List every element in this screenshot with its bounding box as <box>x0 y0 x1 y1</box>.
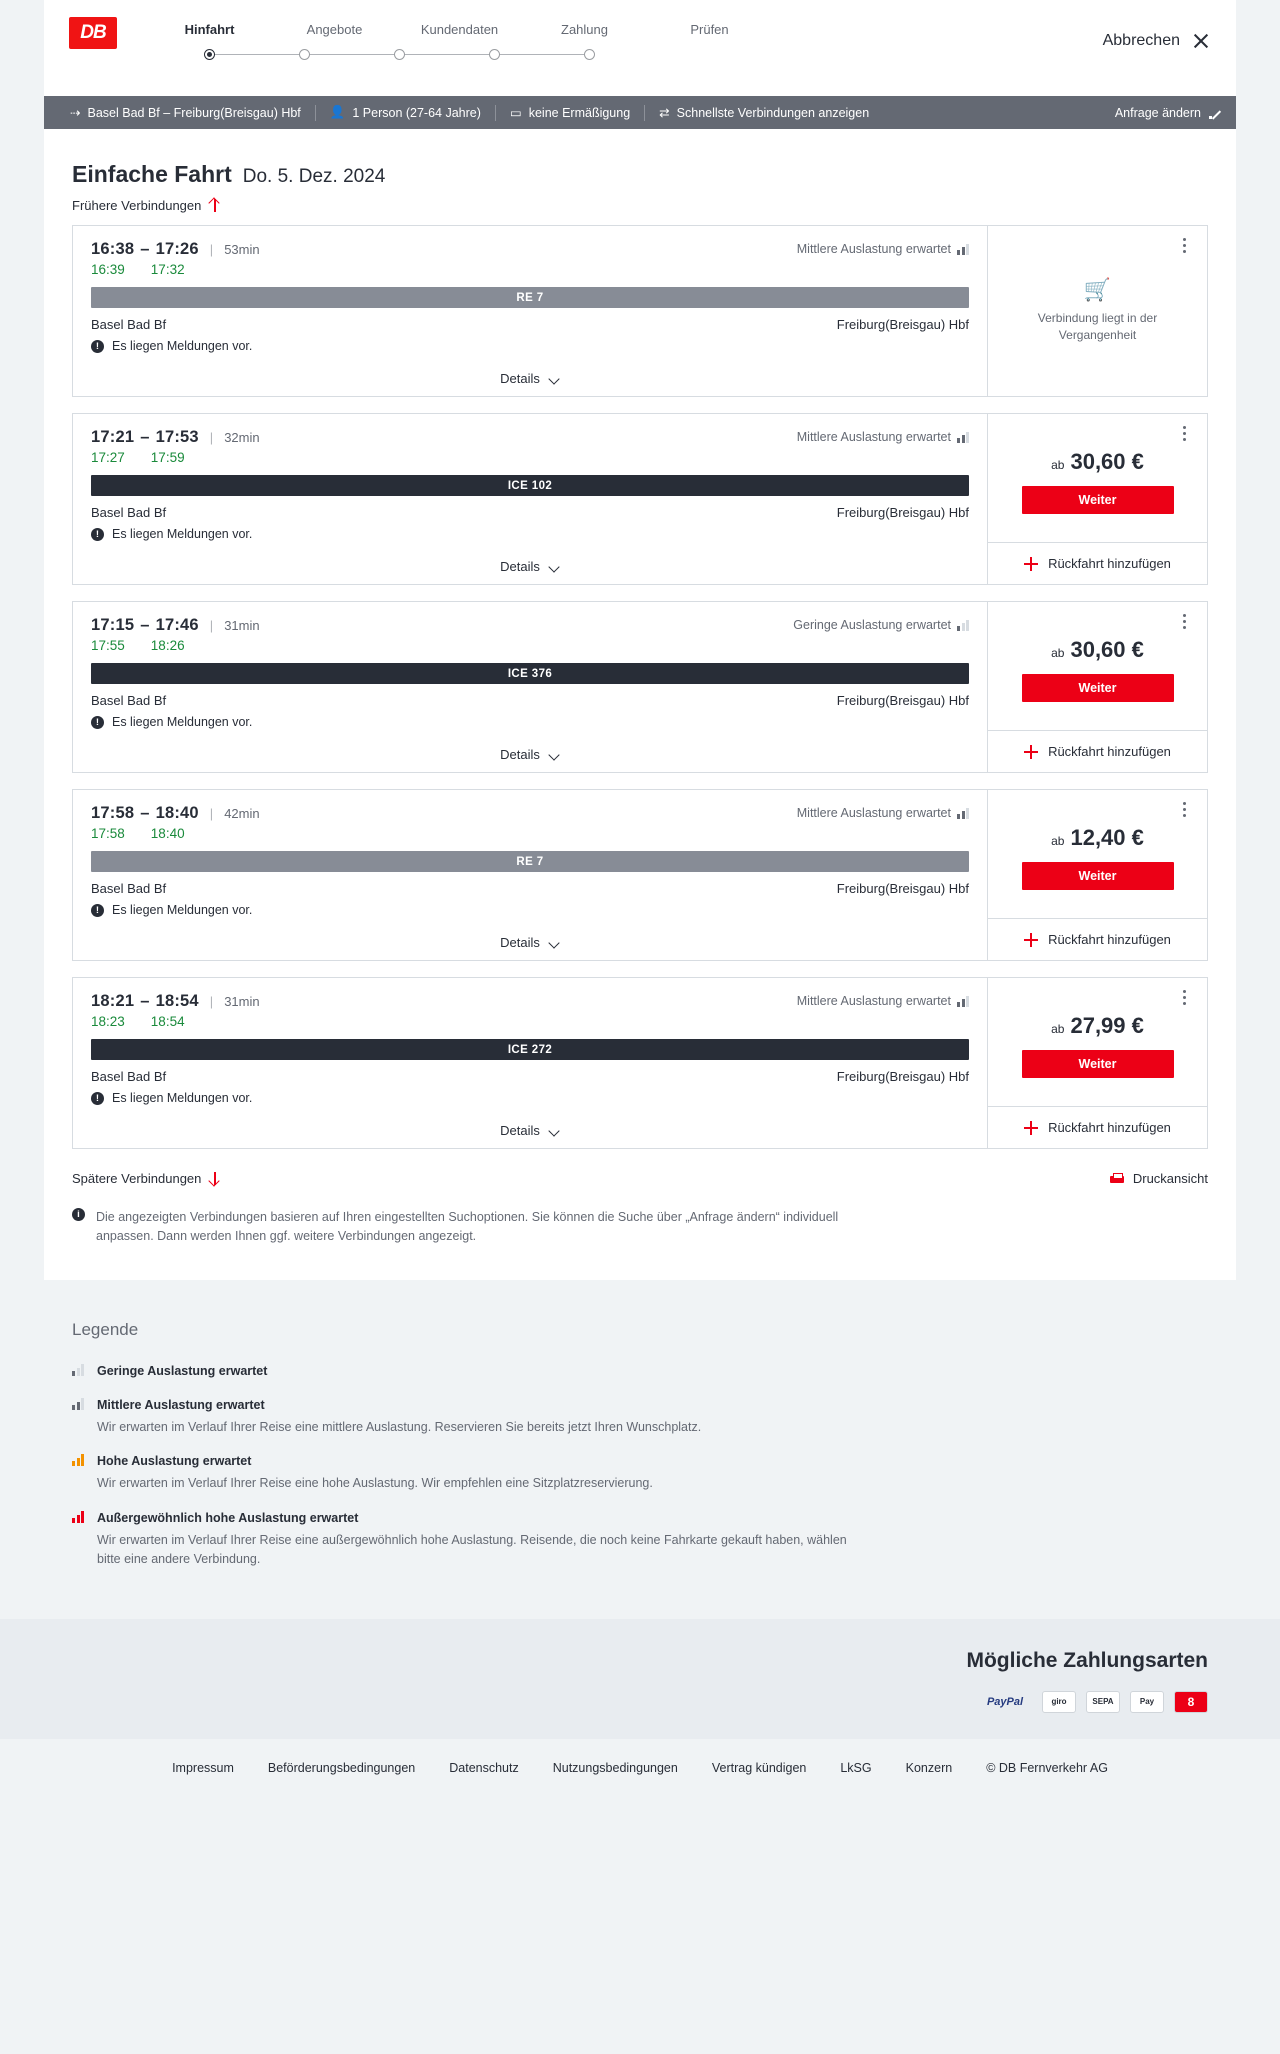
product-label: ICE 376 <box>507 667 553 680</box>
occupancy-label: Mittlere Auslastung erwartet <box>796 430 951 444</box>
giropay-icon: giro <box>1042 1691 1076 1713</box>
departure-time: 16:38 <box>91 240 135 258</box>
realtime-arrival: 18:26 <box>150 638 185 653</box>
occupancy-label: Mittlere Auslastung erwartet <box>796 994 951 1008</box>
step-label-5[interactable]: Prüfen <box>690 22 729 37</box>
later-connections-label: Spätere Verbindungen <box>72 1171 202 1186</box>
disruption-notice-text: Es liegen Meldungen vor. <box>112 715 253 729</box>
details-label: Details <box>500 1123 540 1138</box>
price-value: 27,99 € <box>1070 1012 1144 1038</box>
info-icon: ! <box>91 528 104 541</box>
destination-station: Freiburg(Breisgau) Hbf <box>836 1069 969 1084</box>
more-options-button[interactable] <box>1175 802 1193 822</box>
occupancy-indicator <box>797 242 969 256</box>
time-dash: – <box>140 428 150 446</box>
footer-link[interactable]: Konzern <box>905 1760 953 1775</box>
connection-card <box>72 413 1208 585</box>
plus-icon <box>1024 745 1038 759</box>
details-toggle[interactable] <box>91 1115 969 1148</box>
step-dot-2[interactable] <box>299 49 310 60</box>
legend-item-title: Außergewöhnlich hohe Auslastung erwartet <box>97 1511 359 1525</box>
creditcard-icon: 8 <box>1174 1691 1208 1713</box>
time-dash: – <box>140 616 150 634</box>
arrival-time: 17:26 <box>155 240 199 258</box>
change-request-button[interactable] <box>1115 106 1222 120</box>
print-view-label: Druckansicht <box>1132 1171 1208 1186</box>
add-return-label: Rückfahrt hinzufügen <box>1048 556 1171 571</box>
time-dash: – <box>140 240 150 258</box>
disruption-notice[interactable] <box>91 715 969 729</box>
product-bar[interactable] <box>91 851 969 872</box>
add-return-button[interactable] <box>988 542 1207 584</box>
info-icon: i <box>72 1208 85 1221</box>
disruption-notice[interactable] <box>91 903 969 917</box>
summary-route[interactable] <box>56 105 315 120</box>
realtime-departure: 16:39 <box>91 262 125 277</box>
realtime-times <box>91 450 969 465</box>
realtime-departure: 17:58 <box>91 826 125 841</box>
disruption-notice-text: Es liegen Meldungen vor. <box>112 903 253 917</box>
occupancy-icon <box>957 996 969 1007</box>
add-return-button[interactable] <box>988 918 1207 960</box>
occupancy-indicator <box>793 618 969 632</box>
footer-copyright: © DB Fernverkehr AG <box>986 1760 1108 1775</box>
continue-button[interactable]: Weiter <box>1022 1050 1174 1078</box>
stations-row <box>91 693 969 708</box>
details-toggle[interactable] <box>91 739 969 772</box>
occupancy-icon <box>72 1398 84 1410</box>
db-logo: DB <box>69 17 117 49</box>
realtime-departure: 17:27 <box>91 450 125 465</box>
time-dash: – <box>140 804 150 822</box>
connection-offer <box>987 602 1207 772</box>
legend-item-title: Mittlere Auslastung erwartet <box>97 1397 265 1412</box>
cart-icon: 🛒 <box>1083 277 1112 303</box>
connection-offer <box>987 414 1207 584</box>
summary-option-label: Schnellste Verbindungen anzeigen <box>676 105 870 120</box>
info-icon: ! <box>91 904 104 917</box>
departure-time: 17:21 <box>91 428 135 446</box>
info-icon: ! <box>91 716 104 729</box>
disruption-notice[interactable] <box>91 1091 969 1105</box>
realtime-departure: 18:23 <box>91 1014 125 1029</box>
occupancy-icon <box>72 1454 84 1466</box>
duration: 42min <box>224 806 260 821</box>
arrival-time: 18:40 <box>155 804 199 822</box>
product-bar[interactable] <box>91 287 969 308</box>
page-title: Einfache Fahrt <box>72 161 232 187</box>
close-icon <box>1192 32 1210 50</box>
disruption-notice-text: Es liegen Meldungen vor. <box>112 527 253 541</box>
details-label: Details <box>500 935 540 950</box>
occupancy-label: Mittlere Auslastung erwartet <box>796 242 951 256</box>
cancel-button[interactable] <box>1103 32 1210 50</box>
page-date: Do. 5. Dez. 2024 <box>242 166 386 187</box>
realtime-times <box>91 638 969 653</box>
add-return-label: Rückfahrt hinzufügen <box>1048 1120 1171 1135</box>
route-arrow-icon: ⇢ <box>70 106 81 120</box>
later-print-row <box>44 1165 1236 1186</box>
occupancy-label: Mittlere Auslastung erwartet <box>796 806 951 820</box>
more-options-button[interactable] <box>1175 990 1193 1010</box>
chevron-down-icon <box>549 751 560 758</box>
departure-time: 17:58 <box>91 804 135 822</box>
arrival-time: 17:46 <box>155 616 199 634</box>
duration: 32min <box>224 430 260 445</box>
legend-item <box>72 1362 1208 1380</box>
realtime-arrival: 17:32 <box>150 262 185 277</box>
progress-stepper <box>147 22 772 65</box>
origin-station: Basel Bad Bf <box>91 693 167 708</box>
summary-discount[interactable] <box>496 105 644 120</box>
occupancy-label: Geringe Auslastung erwartet <box>793 618 951 632</box>
disruption-notice[interactable] <box>91 339 969 353</box>
duration: 31min <box>224 994 260 1009</box>
departure-time: 17:15 <box>91 616 135 634</box>
stations-row <box>91 1069 969 1084</box>
legend-item <box>72 1509 1208 1569</box>
connection-card <box>72 225 1208 397</box>
header <box>44 0 1236 96</box>
legend-title: Legende <box>72 1319 139 1339</box>
product-label: RE 7 <box>516 855 544 868</box>
arrival-time: 18:54 <box>155 992 199 1010</box>
later-connections-button[interactable] <box>72 1171 221 1186</box>
origin-station: Basel Bad Bf <box>91 317 167 332</box>
realtime-arrival: 17:59 <box>150 450 185 465</box>
origin-station: Basel Bad Bf <box>91 505 167 520</box>
more-options-button[interactable] <box>1175 426 1193 446</box>
step-label-2[interactable]: Angebote <box>306 22 363 37</box>
connection-details <box>73 414 987 584</box>
add-return-button[interactable] <box>988 730 1207 772</box>
add-return-label: Rückfahrt hinzufügen <box>1048 932 1171 947</box>
price-value: 12,40 € <box>1070 824 1144 850</box>
cancel-label: Abbrechen <box>1102 32 1180 49</box>
details-toggle[interactable] <box>91 927 969 960</box>
divider: | <box>209 242 214 257</box>
footer-link[interactable]: Beförderungsbedingungen <box>267 1760 416 1775</box>
legend-item-title: Hohe Auslastung erwartet <box>97 1454 252 1469</box>
search-footnote-text: Die angezeigten Verbindungen basieren auf Ihren eingestellten Suchoptionen. Sie können die Suche über „Anfrage ändern“ individuell anpassen. Dann werden Ihnen ggf. weitere Verbindungen angezeigt. <box>96 1210 839 1243</box>
origin-station: Basel Bad Bf <box>91 881 167 896</box>
footer-link[interactable]: Impressum <box>172 1760 234 1775</box>
connection-card <box>72 601 1208 773</box>
connection-details <box>73 226 987 396</box>
plus-icon <box>1024 1121 1038 1135</box>
sepa-icon: SEPA <box>1086 1691 1120 1713</box>
results-panel <box>44 129 1236 1280</box>
summary-passengers-label: 1 Person (27-64 Jahre) <box>352 105 481 120</box>
destination-station: Freiburg(Breisgau) Hbf <box>836 505 969 520</box>
product-label: RE 7 <box>516 291 544 304</box>
legend-item-description: Wir erwarten im Verlauf Ihrer Reise eine außergewöhnlich hohe Auslastung. Reisende, die noch keine Fahrkarte gekauft haben, wählen bitte eine andere Verbindung. <box>97 1533 847 1566</box>
connection-list <box>44 213 1236 1149</box>
product-label: ICE 102 <box>507 479 553 492</box>
legend-item-description: Wir erwarten im Verlauf Ihrer Reise eine mittlere Auslastung. Reservieren Sie bereits jetzt Ihren Wunschplatz. <box>97 1419 702 1434</box>
chevron-down-icon <box>549 1127 560 1134</box>
connection-details <box>73 790 987 960</box>
disruption-notice-text: Es liegen Meldungen vor. <box>112 339 253 353</box>
divider: | <box>209 618 214 633</box>
price-prefix: ab <box>1051 645 1065 660</box>
arrow-down-icon <box>209 1171 221 1186</box>
change-request-label: Anfrage ändern <box>1114 105 1201 120</box>
occupancy-icon <box>957 244 969 255</box>
more-options-button[interactable] <box>1175 614 1193 634</box>
occupancy-icon <box>957 808 969 819</box>
realtime-times <box>91 1014 969 1029</box>
product-label: ICE 272 <box>507 1043 553 1056</box>
search-footnote <box>72 1208 862 1246</box>
price-value: 30,60 € <box>1070 636 1144 662</box>
continue-button[interactable]: Weiter <box>1022 862 1174 890</box>
stations-row <box>91 317 969 332</box>
destination-station: Freiburg(Breisgau) Hbf <box>836 881 969 896</box>
connection-card <box>72 977 1208 1149</box>
summary-option[interactable] <box>645 105 883 120</box>
summary-discount-label: keine Ermäßigung <box>528 105 631 120</box>
stations-row <box>91 505 969 520</box>
legend-section <box>0 1280 1280 1619</box>
step-label-3[interactable]: Kundendaten <box>420 22 499 37</box>
occupancy-icon <box>957 432 969 443</box>
price-prefix: ab <box>1051 833 1065 848</box>
divider: | <box>209 806 214 821</box>
stations-row <box>91 881 969 896</box>
occupancy-icon <box>72 1364 84 1376</box>
footer-link[interactable]: Vertrag kündigen <box>711 1760 807 1775</box>
sliders-icon: ⇄ <box>659 106 670 120</box>
details-toggle[interactable] <box>91 551 969 584</box>
paypal-icon: PayPal <box>986 1695 1024 1708</box>
price-prefix: ab <box>1051 457 1065 472</box>
legend-item-description: Wir erwarten im Verlauf Ihrer Reise eine hohe Auslastung. Wir empfehlen eine Sitzplatzreservierung. <box>97 1476 653 1491</box>
earlier-connections-button[interactable] <box>44 188 1236 213</box>
occupancy-indicator <box>797 806 969 820</box>
more-options-button[interactable] <box>1175 238 1193 258</box>
continue-button[interactable]: Weiter <box>1022 486 1174 514</box>
continue-button[interactable]: Weiter <box>1022 674 1174 702</box>
occupancy-indicator <box>797 994 969 1008</box>
info-icon: ! <box>91 1092 104 1105</box>
disruption-notice[interactable] <box>91 527 969 541</box>
details-label: Details <box>500 559 540 574</box>
card-icon: ▭ <box>509 106 522 120</box>
product-bar[interactable] <box>91 475 969 496</box>
legend-item <box>72 1396 1208 1437</box>
realtime-departure: 17:55 <box>91 638 125 653</box>
plus-icon <box>1024 557 1038 571</box>
time-dash: – <box>140 992 150 1010</box>
realtime-arrival: 18:54 <box>150 1014 185 1029</box>
price-value: 30,60 € <box>1070 448 1144 474</box>
connection-details <box>73 978 987 1148</box>
info-icon: ! <box>91 340 104 353</box>
summary-route-label: Basel Bad Bf – Freiburg(Breisgau) Hbf <box>87 105 301 120</box>
destination-station: Freiburg(Breisgau) Hbf <box>836 693 969 708</box>
realtime-times <box>91 262 969 277</box>
printer-icon <box>1110 1173 1124 1185</box>
price-prefix: ab <box>1051 1021 1065 1036</box>
pencil-icon <box>1209 106 1222 119</box>
connection-details <box>73 602 987 772</box>
occupancy-icon <box>957 620 969 631</box>
step-label-4[interactable]: Zahlung <box>561 22 608 37</box>
occupancy-icon <box>72 1511 84 1523</box>
chevron-down-icon <box>549 939 560 946</box>
divider: | <box>209 430 214 445</box>
origin-station: Basel Bad Bf <box>91 1069 167 1084</box>
duration: 31min <box>224 618 260 633</box>
destination-station: Freiburg(Breisgau) Hbf <box>836 317 969 332</box>
details-toggle[interactable] <box>91 363 969 396</box>
realtime-times <box>91 826 969 841</box>
product-bar[interactable] <box>91 1039 969 1060</box>
departure-time: 18:21 <box>91 992 135 1010</box>
payment-methods-section <box>0 1619 1280 1739</box>
footer <box>0 1739 1280 1805</box>
chevron-down-icon <box>549 375 560 382</box>
add-return-label: Rückfahrt hinzufügen <box>1048 744 1171 759</box>
occupancy-indicator <box>797 430 969 444</box>
step-dot-3[interactable] <box>394 49 405 60</box>
legend-item <box>72 1452 1208 1493</box>
plus-icon <box>1024 933 1038 947</box>
summary-passengers[interactable] <box>316 105 495 120</box>
footer-link[interactable]: Nutzungsbedingungen <box>552 1760 678 1775</box>
arrow-up-icon <box>209 198 221 213</box>
connection-offer <box>987 226 1207 396</box>
realtime-arrival: 18:40 <box>150 826 185 841</box>
applepay-icon: Pay <box>1130 1691 1164 1713</box>
step-dot-5[interactable] <box>584 49 595 60</box>
step-dot-1[interactable] <box>204 49 215 60</box>
add-return-button[interactable] <box>988 1106 1207 1148</box>
arrival-time: 17:53 <box>155 428 199 446</box>
footer-link[interactable]: LkSG <box>840 1760 872 1775</box>
connection-card <box>72 789 1208 961</box>
chevron-down-icon <box>549 563 560 570</box>
disruption-notice-text: Es liegen Meldungen vor. <box>112 1091 253 1105</box>
print-view-button[interactable] <box>1110 1171 1208 1186</box>
step-label-1[interactable]: Hinfahrt <box>184 22 235 37</box>
product-bar[interactable] <box>91 663 969 684</box>
connection-offer <box>987 790 1207 960</box>
divider: | <box>209 994 214 1009</box>
search-summary-bar <box>44 96 1236 129</box>
details-label: Details <box>500 371 540 386</box>
step-dot-4[interactable] <box>489 49 500 60</box>
payment-methods-title: Mögliche Zahlungsarten <box>966 1648 1208 1672</box>
details-label: Details <box>500 747 540 762</box>
page-title-row <box>44 129 1236 188</box>
duration: 53min <box>224 242 260 257</box>
earlier-connections-label: Frühere Verbindungen <box>72 198 202 213</box>
connection-offer <box>987 978 1207 1148</box>
person-icon: 👤 <box>329 105 346 119</box>
past-connection-text: Verbindung liegt in der Vergangenheit <box>1037 311 1158 342</box>
footer-link[interactable]: Datenschutz <box>449 1760 519 1775</box>
legend-item-title: Geringe Auslastung erwartet <box>97 1363 268 1378</box>
